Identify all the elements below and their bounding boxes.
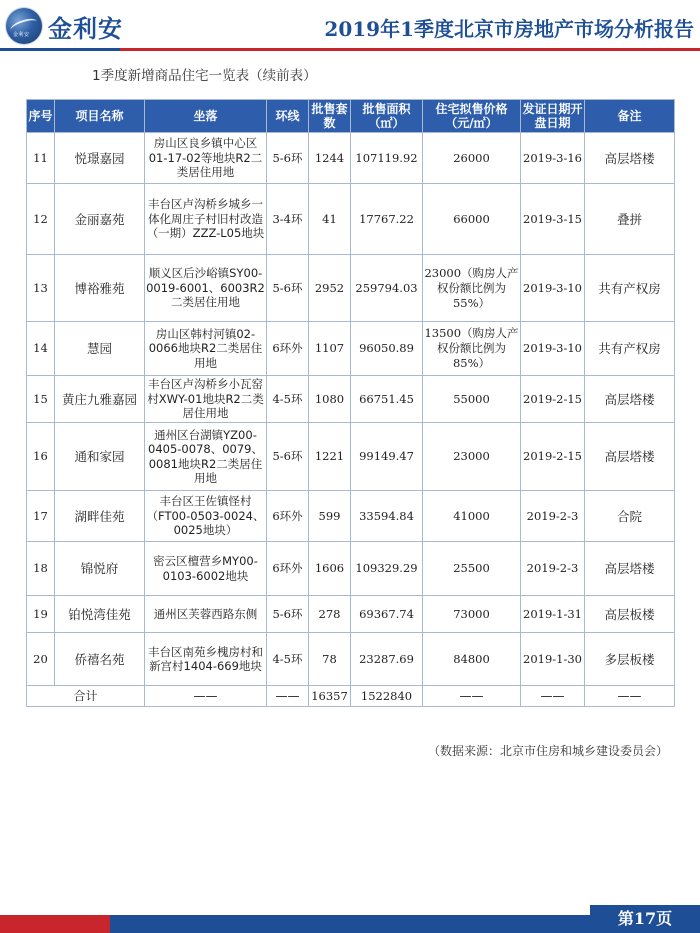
col-header-no: 序号 xyxy=(27,100,55,133)
cell-location: 通州区芙蓉西路东侧 xyxy=(145,596,267,633)
cell-location: 房山区良乡镇中心区01-17-02等地块R2二类居住用地 xyxy=(145,133,267,184)
footer-bar-blue xyxy=(110,915,590,933)
cell-area: 23287.69 xyxy=(351,633,423,686)
cell-note: 多层板楼 xyxy=(585,633,675,686)
brand-name: 金利安 xyxy=(48,15,123,43)
cell-ring: 6环外 xyxy=(267,322,309,376)
cell-name: 黄庄九雅嘉园 xyxy=(55,376,145,423)
cell-area: 33594.84 xyxy=(351,491,423,542)
cell-note: 高层板楼 xyxy=(585,596,675,633)
cell-area: 66751.45 xyxy=(351,376,423,423)
cell-price: 55000 xyxy=(423,376,521,423)
cell-note: 共有产权房 xyxy=(585,322,675,376)
table-row xyxy=(27,491,675,542)
cell-date: 2019-2-15 xyxy=(521,376,585,423)
cell-price: 26000 xyxy=(423,133,521,184)
total-units: 16357 xyxy=(309,686,351,707)
table-row xyxy=(27,633,675,686)
cell-ring: 4-5环 xyxy=(267,376,309,423)
cell-name: 悦璟嘉园 xyxy=(55,133,145,184)
cell-location: 丰台区王佐镇怪村（FT00-0503-0024、0025地块） xyxy=(145,491,267,542)
table-subtitle: 1季度新增商品住宅一览表（续前表） xyxy=(92,68,317,84)
cell-no: 18 xyxy=(27,542,55,596)
table-header-row xyxy=(27,100,675,133)
table-row xyxy=(27,542,675,596)
cell-price: 84800 xyxy=(423,633,521,686)
cell-date: 2019-2-3 xyxy=(521,542,585,596)
cell-note: 高层塔楼 xyxy=(585,542,675,596)
table-row xyxy=(27,596,675,633)
cell-ring: 4-5环 xyxy=(267,633,309,686)
cell-units: 278 xyxy=(309,596,351,633)
cell-area: 99149.47 xyxy=(351,423,423,491)
cell-note: 合院 xyxy=(585,491,675,542)
cell-name: 通和家园 xyxy=(55,423,145,491)
cell-ring: 5-6环 xyxy=(267,596,309,633)
col-header-ring: 环线 xyxy=(267,100,309,133)
cell-name: 铂悦湾佳苑 xyxy=(55,596,145,633)
total-date-dash: —— xyxy=(521,686,585,707)
table-row xyxy=(27,133,675,184)
table-row xyxy=(27,255,675,322)
cell-units: 1221 xyxy=(309,423,351,491)
cell-location: 丰台区南苑乡槐房村和新宫村1404-669地块 xyxy=(145,633,267,686)
cell-name: 慧园 xyxy=(55,322,145,376)
col-header-location: 坐落 xyxy=(145,100,267,133)
cell-location: 密云区檀营乡MY00-0103-6002地块 xyxy=(145,542,267,596)
header-rule-red xyxy=(120,48,700,51)
header-rule-blue xyxy=(0,48,120,51)
cell-date: 2019-3-16 xyxy=(521,133,585,184)
cell-ring: 5-6环 xyxy=(267,423,309,491)
cell-price: 23000 xyxy=(423,423,521,491)
col-header-date: 发证日期开盘日期 xyxy=(521,100,585,133)
cell-ring: 3-4环 xyxy=(267,184,309,255)
cell-date: 2019-1-30 xyxy=(521,633,585,686)
cell-ring: 6环外 xyxy=(267,491,309,542)
cell-units: 1080 xyxy=(309,376,351,423)
cell-location: 顺义区后沙峪镇SY00-0019-6001、6003R2二类居住用地 xyxy=(145,255,267,322)
total-price-dash: —— xyxy=(423,686,521,707)
col-header-name: 项目名称 xyxy=(55,100,145,133)
total-ring-dash: —— xyxy=(267,686,309,707)
cell-no: 13 xyxy=(27,255,55,322)
cell-area: 259794.03 xyxy=(351,255,423,322)
page-footer xyxy=(0,905,700,933)
cell-date: 2019-3-10 xyxy=(521,322,585,376)
col-header-note: 备注 xyxy=(585,100,675,133)
cell-area: 107119.92 xyxy=(351,133,423,184)
cell-location: 丰台区卢沟桥乡小瓦窑村XWY-01地块R2二类居住用地 xyxy=(145,376,267,423)
cell-price: 41000 xyxy=(423,491,521,542)
cell-no: 20 xyxy=(27,633,55,686)
cell-units: 1244 xyxy=(309,133,351,184)
cell-date: 2019-2-15 xyxy=(521,423,585,491)
cell-no: 11 xyxy=(27,133,55,184)
logo-text: 金利安 xyxy=(13,32,30,38)
report-title: 2019年1季度北京市房地产市场分析报告 xyxy=(324,17,694,41)
table-row xyxy=(27,322,675,376)
footer-bar-red xyxy=(0,915,110,933)
total-area: 1522840 xyxy=(351,686,423,707)
cell-units: 1107 xyxy=(309,322,351,376)
cell-date: 2019-3-15 xyxy=(521,184,585,255)
cell-price: 23000（购房人产权份额比例为55%） xyxy=(423,255,521,322)
cell-ring: 5-6环 xyxy=(267,255,309,322)
cell-no: 19 xyxy=(27,596,55,633)
cell-date: 2019-2-3 xyxy=(521,491,585,542)
cell-area: 17767.22 xyxy=(351,184,423,255)
cell-units: 1606 xyxy=(309,542,351,596)
col-header-price: 住宅拟售价格（元/㎡） xyxy=(423,100,521,133)
cell-no: 17 xyxy=(27,491,55,542)
cell-note: 高层塔楼 xyxy=(585,376,675,423)
cell-no: 14 xyxy=(27,322,55,376)
cell-price: 73000 xyxy=(423,596,521,633)
cell-area: 109329.29 xyxy=(351,542,423,596)
header-rule xyxy=(0,48,700,51)
cell-name: 湖畔佳苑 xyxy=(55,491,145,542)
cell-name: 博裕雅苑 xyxy=(55,255,145,322)
cell-ring: 6环外 xyxy=(267,542,309,596)
cell-units: 78 xyxy=(309,633,351,686)
total-location-dash: —— xyxy=(145,686,267,707)
cell-units: 2952 xyxy=(309,255,351,322)
total-label: 合计 xyxy=(27,686,145,707)
cell-units: 599 xyxy=(309,491,351,542)
housing-table xyxy=(26,99,675,707)
cell-name: 锦悦府 xyxy=(55,542,145,596)
cell-note: 高层塔楼 xyxy=(585,423,675,491)
cell-name: 金丽嘉苑 xyxy=(55,184,145,255)
cell-note: 共有产权房 xyxy=(585,255,675,322)
cell-date: 2019-1-31 xyxy=(521,596,585,633)
cell-no: 16 xyxy=(27,423,55,491)
cell-date: 2019-3-10 xyxy=(521,255,585,322)
cell-location: 通州区台湖镇YZ00-0405-0078、0079、0081地块R2二类居住用地 xyxy=(145,423,267,491)
cell-name: 侨禧名苑 xyxy=(55,633,145,686)
table-row xyxy=(27,423,675,491)
cell-price: 25500 xyxy=(423,542,521,596)
table-row xyxy=(27,376,675,423)
page-number: 第17页 xyxy=(590,905,700,933)
col-header-area: 批售面积（㎡） xyxy=(351,100,423,133)
company-logo-icon xyxy=(6,8,42,44)
data-source-note: （数据来源：北京市住房和城乡建设委员会） xyxy=(427,744,668,758)
cell-no: 15 xyxy=(27,376,55,423)
cell-price: 66000 xyxy=(423,184,521,255)
page-header xyxy=(0,0,700,50)
table-row xyxy=(27,184,675,255)
cell-location: 丰台区卢沟桥乡城乡一体化周庄子村旧村改造（一期）ZZZ-L05地块 xyxy=(145,184,267,255)
cell-units: 41 xyxy=(309,184,351,255)
cell-area: 96050.89 xyxy=(351,322,423,376)
cell-price: 13500（购房人产权份额比例为85%） xyxy=(423,322,521,376)
col-header-units: 批售套数 xyxy=(309,100,351,133)
cell-ring: 5-6环 xyxy=(267,133,309,184)
total-note-dash: —— xyxy=(585,686,675,707)
cell-note: 高层塔楼 xyxy=(585,133,675,184)
cell-note: 叠拼 xyxy=(585,184,675,255)
cell-location: 房山区韩村河镇02-0066地块R2二类居住用地 xyxy=(145,322,267,376)
cell-area: 69367.74 xyxy=(351,596,423,633)
cell-no: 12 xyxy=(27,184,55,255)
table-total-row xyxy=(27,686,675,707)
